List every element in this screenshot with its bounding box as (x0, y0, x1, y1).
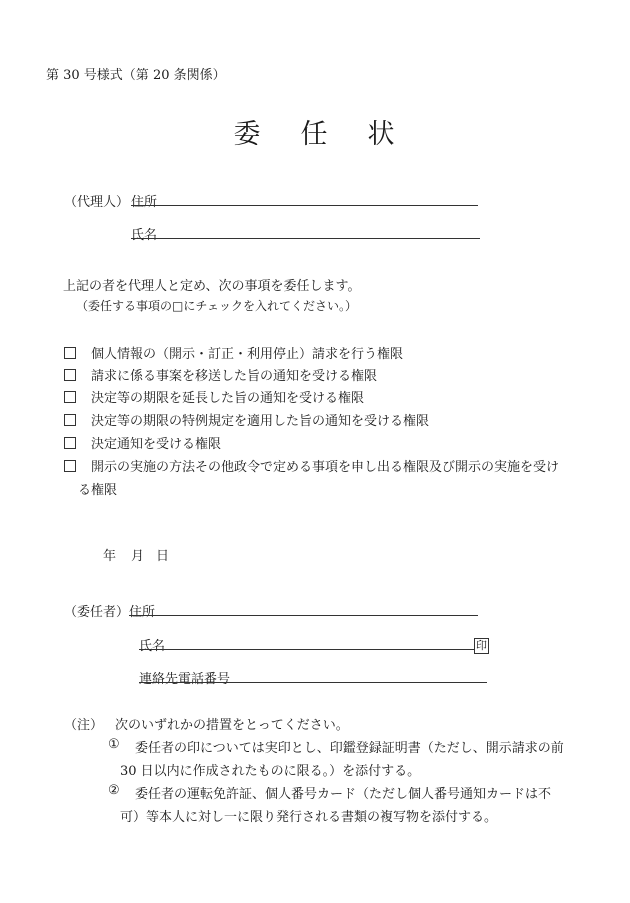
checkbox[interactable] (64, 460, 76, 472)
item-label: 決定等の期限を延長した旨の通知を受ける権限 (91, 391, 365, 406)
delegation-item (64, 343, 403, 362)
seal-mark: 印 (476, 639, 487, 652)
form-number: 第 30 号様式（第 20 条関係） (46, 68, 226, 83)
principal-name-label: 氏名 (139, 639, 166, 654)
agent-address-field[interactable] (131, 205, 478, 206)
checkbox[interactable] (64, 414, 76, 426)
item-continuation: る権限 (78, 483, 118, 498)
agent-name-label: 氏名 (131, 228, 158, 243)
item-label: 決定等の期限の特例規定を適用した旨の通知を受ける権限 (91, 414, 430, 429)
delegation-item (64, 365, 377, 384)
note-1-line-2: 30 日以内に作成されたものに限る。）を添付する。 (120, 764, 421, 779)
note-1-mark: ① (108, 737, 120, 752)
agent-tag: （代理人） (64, 195, 130, 210)
agent-address-label: 住所 (131, 195, 158, 210)
principal-phone-label: 連絡先電話番号 (139, 672, 231, 687)
note-intro: 次のいずれかの措置をとってください。 (115, 718, 349, 733)
agent-name-field[interactable] (131, 238, 480, 239)
note-2-line-2: 可）等本人に対し一に限り発行される書類の複写物を添付する。 (120, 810, 498, 825)
checkbox[interactable] (64, 347, 76, 359)
principal-phone-field[interactable] (139, 682, 487, 683)
note-2-line-1: 委任者の運転免許証、個人番号カード（ただし個人番号通知カードは不 (135, 787, 552, 802)
document-title (0, 112, 630, 151)
intro-line-2: （委任する事項の□にチェックを入れてください。） (76, 299, 357, 313)
item-label: 個人情報の（開示・訂正・利用停止）請求を行う権限 (91, 347, 404, 362)
delegation-item (64, 387, 364, 406)
title-char-1: 委 (233, 119, 263, 150)
date-year-label: 年 (103, 549, 117, 564)
delegation-item (64, 456, 559, 475)
principal-address-label: 住所 (129, 605, 156, 620)
item-label: 決定通知を受ける権限 (91, 437, 222, 452)
principal-name-field[interactable] (139, 649, 474, 650)
checkbox[interactable] (64, 391, 76, 403)
item-label: 請求に係る事案を移送した旨の通知を受ける権限 (91, 369, 378, 384)
title-char-2: 任 (300, 119, 330, 150)
date-month-label: 月 (131, 549, 145, 564)
delegation-item (64, 410, 429, 429)
delegation-item (64, 433, 221, 452)
checkbox[interactable] (64, 369, 76, 381)
date-day-label: 日 (156, 549, 170, 564)
principal-address-field[interactable] (129, 615, 478, 616)
checkbox[interactable] (64, 437, 76, 449)
note-tag: （注） (64, 718, 104, 733)
note-1-line-1: 委任者の印については実印とし、印鑑登録証明書（ただし、開示請求の前 (135, 741, 564, 756)
intro-line-1: 上記の者を代理人と定め、次の事項を委任します。 (63, 279, 361, 294)
note-2-mark: ② (108, 783, 120, 798)
item-label: 開示の実施の方法その他政令で定める事項を申し出る権限及び開示の実施を受け (91, 460, 560, 475)
title-char-3: 状 (367, 119, 397, 150)
principal-tag: （委任者） (64, 605, 130, 620)
